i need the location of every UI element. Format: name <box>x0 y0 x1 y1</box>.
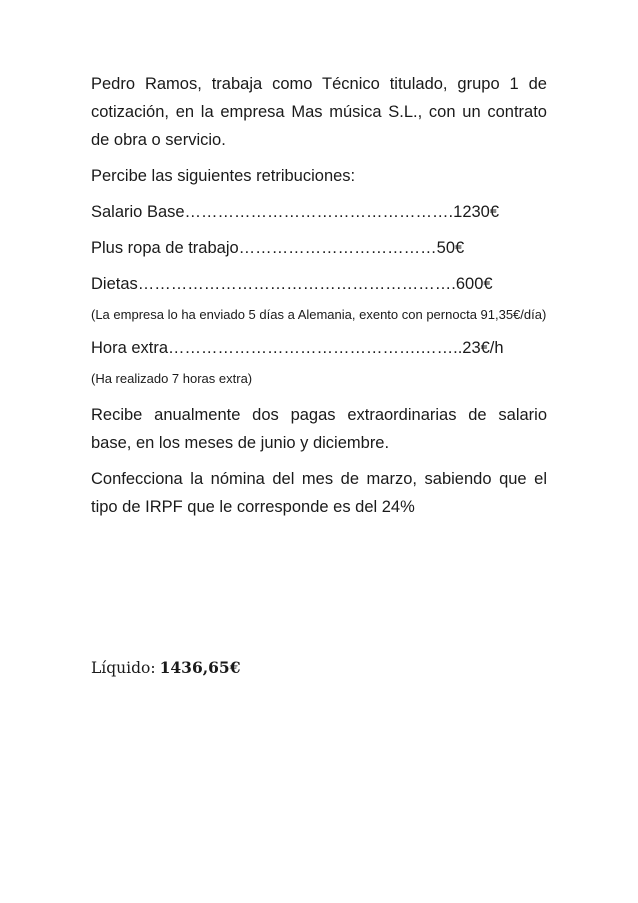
net-pay-result <box>91 656 240 680</box>
retributions-lead: Percibe las siguientes retribuciones: <box>91 167 356 185</box>
document-body <box>91 70 547 521</box>
annual-payments-paragraph: Recibe anualmente dos pagas extraordinarias de salario base, en los meses de junio y diciembre. <box>91 406 547 452</box>
overtime-line: Hora extra……………………………………….……..23€/h <box>91 339 504 357</box>
salary-base-line: Salario Base………………………………………….1230€ <box>91 203 500 221</box>
dietas-line: Dietas………………………………………………….600€ <box>91 275 493 293</box>
task-paragraph: Confecciona la nómina del mes de marzo, sabiendo que el tipo de IRPF que le corresponde es del 24% <box>91 470 547 516</box>
net-pay-value: 1436,65€ <box>159 658 241 677</box>
intro-paragraph: Pedro Ramos, trabaja como Técnico titulado, grupo 1 de cotización, en la empresa Mas música S.L., con un contrato de obra o servicio. <box>91 75 547 149</box>
net-pay-label: Líquido: <box>91 659 156 677</box>
dietas-note: (La empresa lo ha enviado 5 días a Alemania, exento con pernocta 91,35€/día) <box>91 307 547 322</box>
overtime-note: (Ha realizado 7 horas extra) <box>91 371 253 386</box>
clothing-plus-line: Plus ropa de trabajo………………………………50€ <box>91 239 465 257</box>
